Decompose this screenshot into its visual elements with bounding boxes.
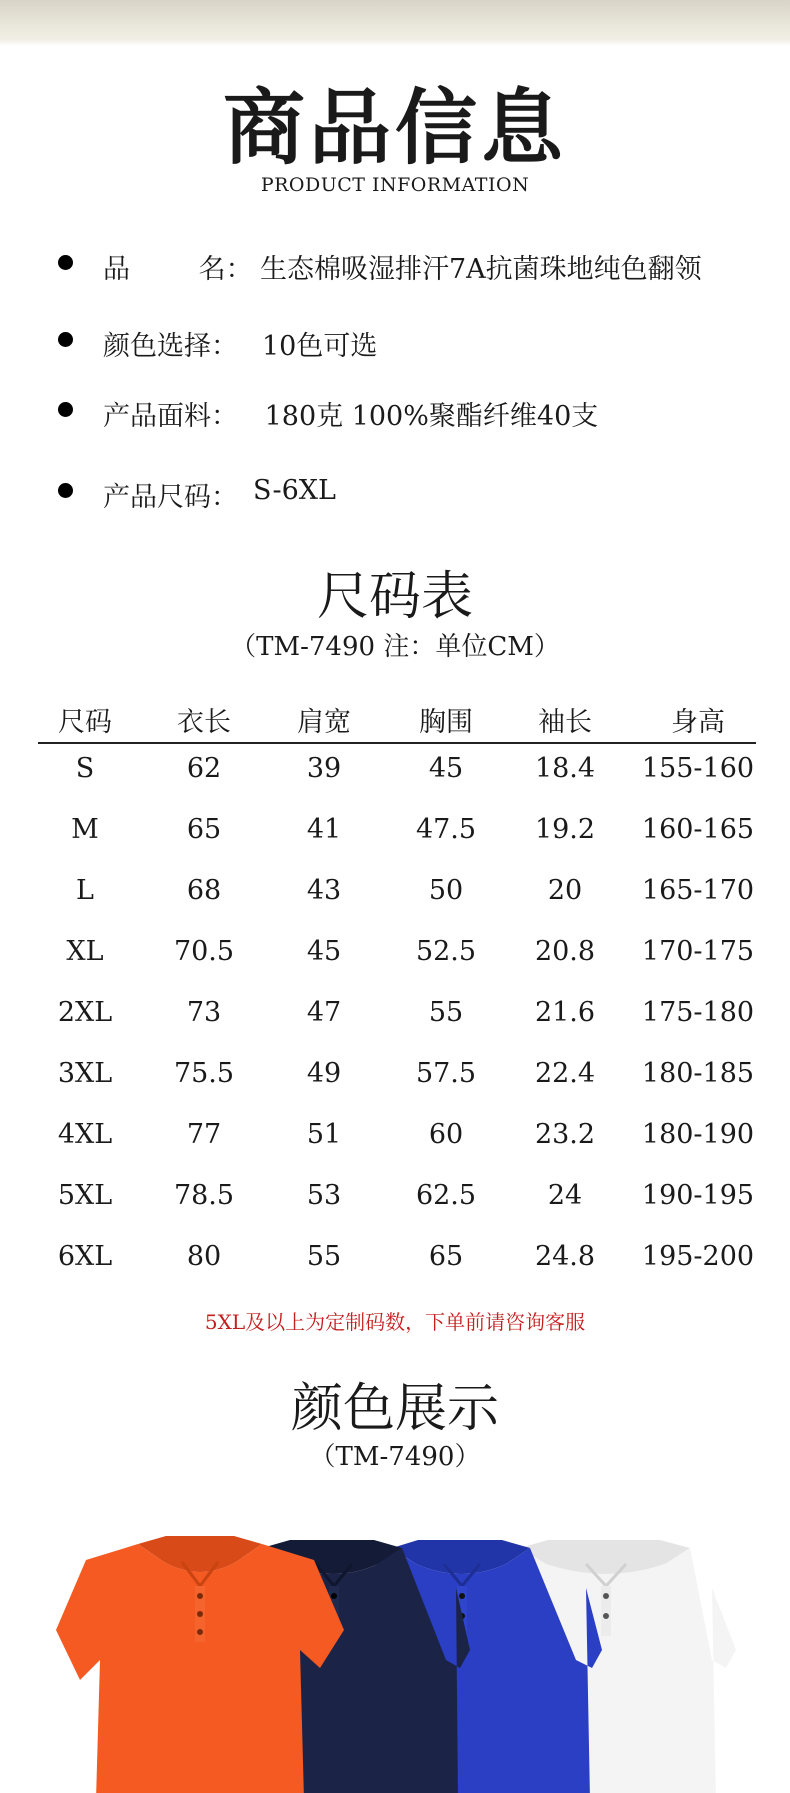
- table-cell: 5XL: [57, 1180, 113, 1211]
- column-header: 肩宽: [297, 707, 351, 738]
- table-cell: 165-170: [641, 875, 755, 906]
- table-cell: XL: [66, 936, 104, 967]
- table-cell: 45: [306, 936, 342, 967]
- info-label: 颜色选择：: [103, 331, 238, 362]
- table-cell: S: [75, 753, 95, 784]
- info-label: 产品面料：: [103, 401, 238, 432]
- table-cell: 45: [428, 753, 464, 784]
- table-cell: 43: [306, 875, 342, 906]
- polo-shirts-display: [0, 1500, 790, 1793]
- info-label: 品 名：: [103, 254, 253, 285]
- table-cell: 55: [306, 1241, 342, 1272]
- column-header: 身高: [671, 707, 725, 738]
- header-divider: [38, 742, 756, 744]
- table-cell: 20.8: [534, 936, 596, 967]
- table-cell: 70.5: [173, 936, 235, 967]
- size-chart-subtitle: （TM-7490 注：单位CM）: [230, 632, 560, 662]
- table-cell: 21.6: [534, 997, 596, 1028]
- table-cell: 19.2: [534, 814, 596, 845]
- page-subtitle: PRODUCT INFORMATION: [260, 174, 530, 196]
- page-title: 商品信息: [222, 80, 567, 176]
- table-row: [38, 814, 756, 854]
- bullet-icon: [58, 255, 73, 270]
- table-cell: 51: [306, 1119, 342, 1150]
- column-header: 胸围: [419, 707, 473, 738]
- info-value: 10色可选: [262, 331, 378, 362]
- table-cell: 77: [186, 1119, 222, 1150]
- table-cell: 3XL: [57, 1058, 113, 1089]
- table-cell: 78.5: [173, 1180, 235, 1211]
- table-cell: 24.8: [534, 1241, 596, 1272]
- color-display-subtitle: （TM-7490）: [309, 1442, 481, 1472]
- table-row: [38, 1058, 756, 1098]
- info-label: 产品尺码：: [103, 482, 238, 513]
- table-header: [38, 700, 756, 740]
- table-cell: 24: [547, 1180, 583, 1211]
- color-display-title: 颜色展示: [290, 1379, 499, 1439]
- info-value: S-6XL: [253, 475, 336, 506]
- info-value: 生态棉吸湿排汗7A抗菌珠地纯色翻领: [260, 254, 702, 285]
- table-cell: 41: [306, 814, 342, 845]
- bullet-icon: [58, 483, 73, 498]
- table-cell: 60: [428, 1119, 464, 1150]
- table-cell: 190-195: [641, 1180, 755, 1211]
- table-cell: 52.5: [415, 936, 477, 967]
- table-row: [38, 875, 756, 915]
- column-header: 袖长: [538, 707, 592, 738]
- table-cell: 57.5: [415, 1058, 477, 1089]
- column-header: 衣长: [177, 707, 231, 738]
- table-cell: 23.2: [534, 1119, 596, 1150]
- table-row: [38, 997, 756, 1037]
- table-cell: 47: [306, 997, 342, 1028]
- table-cell: 65: [186, 814, 222, 845]
- table-cell: 22.4: [534, 1058, 596, 1089]
- table-cell: 65: [428, 1241, 464, 1272]
- table-cell: 155-160: [641, 753, 755, 784]
- table-cell: 2XL: [57, 997, 113, 1028]
- info-row-fabric: [0, 390, 790, 430]
- table-row: [38, 936, 756, 976]
- table-cell: 6XL: [57, 1241, 113, 1272]
- table-cell: 180-185: [641, 1058, 755, 1089]
- table-row: [38, 1180, 756, 1220]
- table-cell: L: [76, 875, 94, 906]
- custom-size-note: 5XL及以上为定制码数，下单前请咨询客服: [204, 1310, 586, 1334]
- bullet-icon: [58, 332, 73, 347]
- table-row: [38, 1241, 756, 1281]
- bullet-icon: [58, 402, 73, 417]
- table-cell: 180-190: [641, 1119, 755, 1150]
- table-cell: 20: [547, 875, 583, 906]
- table-cell: 195-200: [641, 1241, 755, 1272]
- table-cell: 80: [186, 1241, 222, 1272]
- table-cell: 49: [306, 1058, 342, 1089]
- fabric-texture-banner: [0, 0, 790, 46]
- table-row: [38, 1119, 756, 1159]
- table-cell: 75.5: [173, 1058, 235, 1089]
- table-cell: M: [71, 814, 99, 845]
- size-chart-title: 尺码表: [316, 567, 473, 627]
- table-cell: 53: [306, 1180, 342, 1211]
- table-cell: 175-180: [641, 997, 755, 1028]
- table-cell: 39: [306, 753, 342, 784]
- info-value: 180克 100%聚酯纤维40支: [256, 401, 599, 432]
- table-cell: 47.5: [415, 814, 477, 845]
- table-cell: 68: [186, 875, 222, 906]
- table-row: [38, 753, 756, 793]
- table-cell: 73: [186, 997, 222, 1028]
- table-cell: 55: [428, 997, 464, 1028]
- table-cell: 62.5: [415, 1180, 477, 1211]
- table-cell: 18.4: [534, 753, 596, 784]
- column-header: 尺码: [58, 707, 112, 738]
- table-cell: 170-175: [641, 936, 755, 967]
- table-cell: 50: [428, 875, 464, 906]
- info-row-sizes: [0, 471, 790, 511]
- table-cell: 4XL: [57, 1119, 113, 1150]
- table-cell: 62: [186, 753, 222, 784]
- table-cell: 160-165: [641, 814, 755, 845]
- info-row-name: [0, 243, 790, 283]
- info-row-colors: [0, 320, 790, 360]
